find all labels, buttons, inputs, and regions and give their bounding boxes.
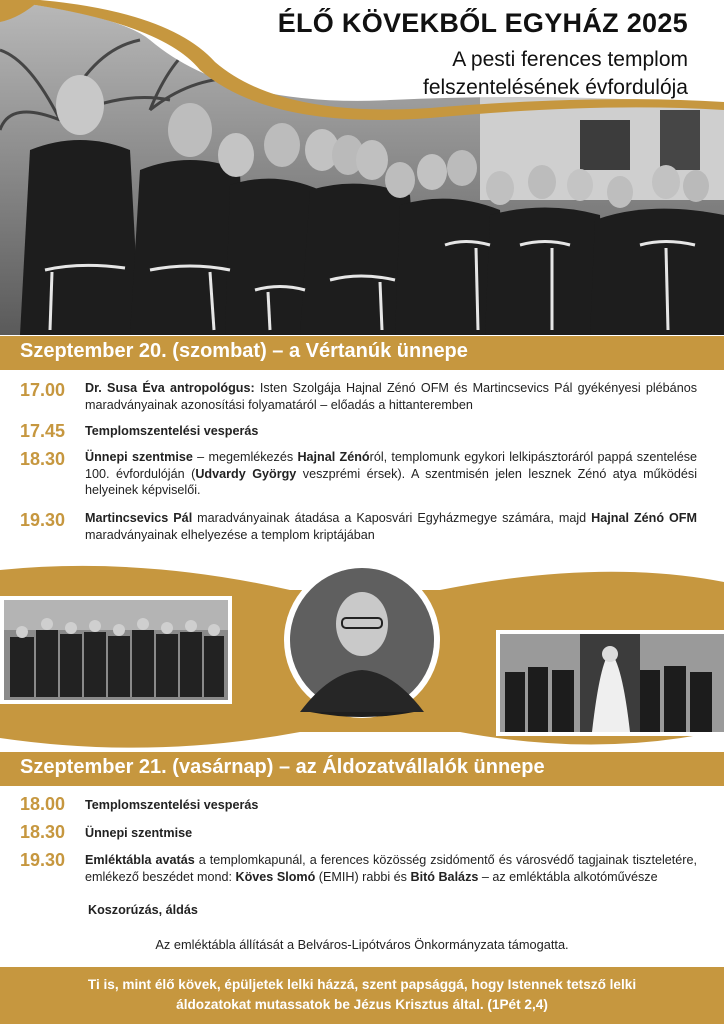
event-time: 17.45 xyxy=(20,421,66,441)
event-description xyxy=(85,852,697,885)
event-description xyxy=(85,380,697,413)
event-text: ról, templomunk egykori lelkipásztoráról pappá szentelése 100. évfordulóján ( xyxy=(85,450,697,481)
page-subtitle xyxy=(423,46,688,102)
event-time: 18.30 xyxy=(20,449,66,469)
photo-band xyxy=(0,562,724,758)
event-text: maradványainak elhelyezése a templom kriptájában xyxy=(85,527,375,542)
footer-quote xyxy=(10,975,714,1015)
event-bold: Templomszentelési vesperás xyxy=(85,424,259,438)
event-time: 19.30 xyxy=(20,510,66,530)
event-bold: Ünnepi szentmise xyxy=(85,826,193,840)
event-text: a templomkapunál, a ferences közösség zsidómentő és városvédő tagjainak tiszteletére, emlékező beszédet mond: xyxy=(85,853,697,884)
footer-quote-bar xyxy=(0,967,724,1024)
event-description xyxy=(85,449,697,499)
day2-heading: Szeptember 21. (vasárnap) – az Áldozatvállalók ünnepe xyxy=(20,756,545,778)
event-text: – az emléktábla alkotóművésze xyxy=(478,869,658,884)
footer-quote-line-2: áldozatokat mutassatok be Jézus Krisztus által. (1Pét 2,4) xyxy=(176,997,548,1012)
event-text: – megemlékezés xyxy=(192,450,298,464)
event-description xyxy=(85,423,697,440)
event-bold: Koszorúzás, áldás xyxy=(88,903,198,917)
event-time: 18.00 xyxy=(20,794,66,814)
event-bold: Emléktábla avatás xyxy=(85,853,195,867)
footer-quote-line-1: Ti is, mint élő kövek, épüljetek lelki házzá, szent papsággá, hogy Istennek tetsző lelki xyxy=(87,977,637,992)
event-bold: Templomszentelési vesperás xyxy=(85,798,259,812)
event-text: Isten Szolgája Hajnal Zénó OFM és Martincsevics Pál gyékényesi plébános maradványainak azonosítási folyamatáról – előadás a hittanteremben xyxy=(85,381,697,412)
event-closing xyxy=(88,902,700,919)
event-bold: Dr. Susa Éva antropológus: xyxy=(85,381,255,395)
day1-heading: Szeptember 20. (szombat) – a Vértanúk ünnepe xyxy=(20,340,468,362)
event-time: 19.30 xyxy=(20,850,66,870)
subtitle-line-1: A pesti ferences templom xyxy=(452,48,688,71)
event-text: veszprémi érsek). A szentmisén jelen lesznek Zénó atya működési helyeinek képviselői. xyxy=(85,466,697,498)
event-time: 18.30 xyxy=(20,822,66,842)
day2-heading-bar xyxy=(0,752,724,786)
event-description xyxy=(85,510,697,543)
event-bold: Martincsevics Pál xyxy=(85,511,193,525)
event-bold: Bitó Balázs xyxy=(410,869,479,884)
page-title: ÉLŐ KÖVEKBŐL EGYHÁZ 2025 xyxy=(277,8,688,38)
subtitle-line-2: felszentelésének évfordulója xyxy=(422,76,688,99)
event-description xyxy=(85,797,697,814)
event-bold: Hajnal Zénó OFM xyxy=(591,511,697,525)
photo-band-graphic xyxy=(0,562,724,758)
event-text: (EMIH) rabbi és xyxy=(315,869,411,884)
event-bold: Hajnal Zénó xyxy=(297,450,370,464)
event-text: maradványainak átadása a Kaposvári Egyházmegye számára, majd xyxy=(192,511,592,525)
event-description xyxy=(85,825,697,842)
support-note: Az emléktábla állítását a Belváros-Lipótváros Önkormányzata támogatta. xyxy=(155,937,569,952)
event-bold: Udvardy György xyxy=(195,466,297,481)
event-bold: Ünnepi szentmise xyxy=(85,450,193,464)
day1-heading-bar xyxy=(0,336,724,370)
event-bold: Köves Slomó xyxy=(235,869,316,884)
event-time: 17.00 xyxy=(20,380,66,400)
